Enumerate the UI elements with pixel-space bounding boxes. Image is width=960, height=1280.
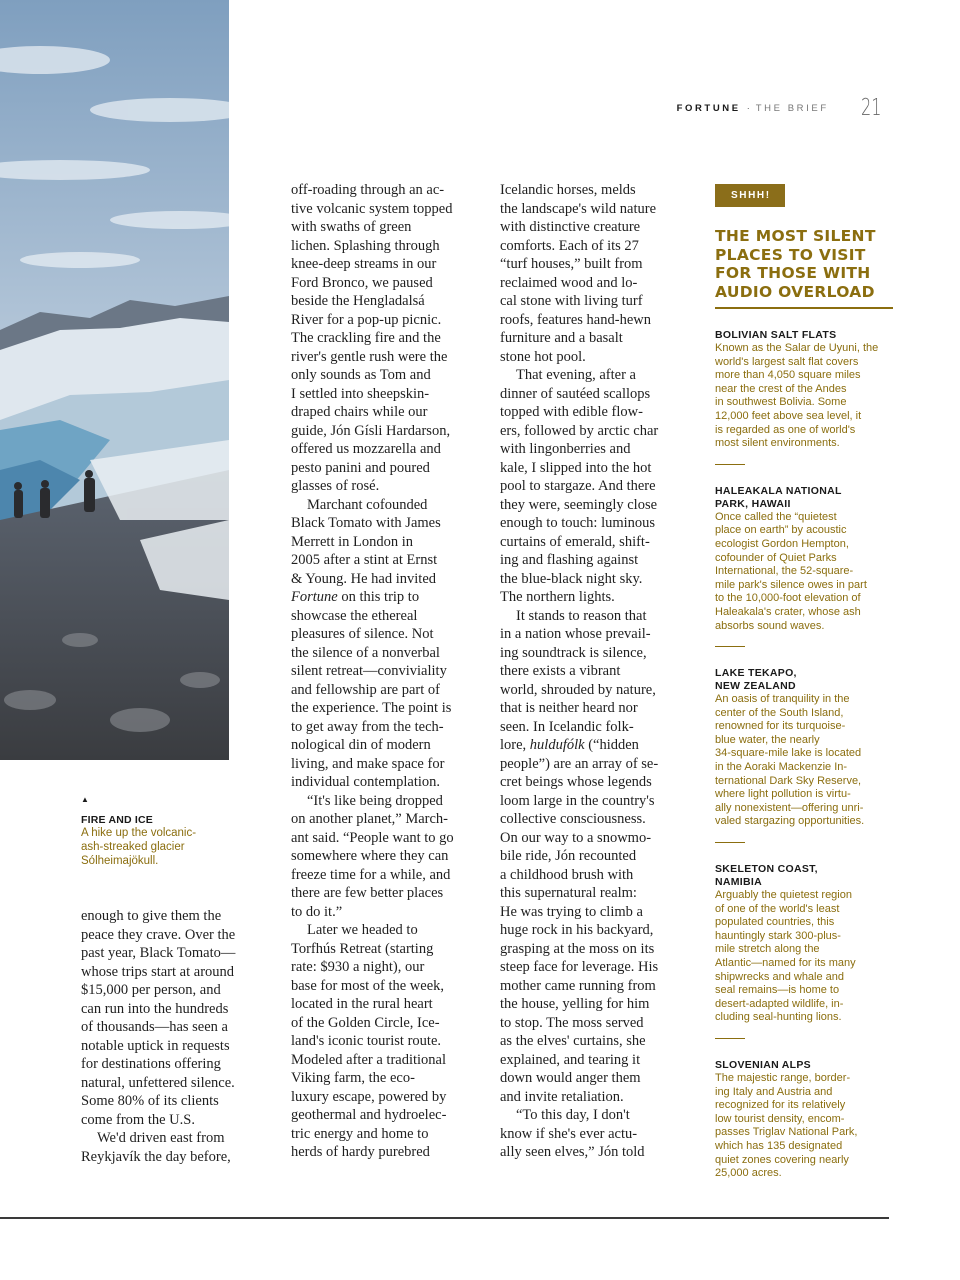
list-item [715, 485, 895, 647]
caption-arrow-icon: ▲ [81, 795, 89, 804]
entry-title: SLOVENIAN ALPS [715, 1058, 811, 1071]
caption-text: A hike up the volcanic- ash-streaked glacier Sólheimajökull. [81, 827, 197, 867]
entry-text: The majestic range, border- ing Italy and Austria and recognized for its relatively low tourist density, encom- passes Triglav National Park, which has 135 designated quiet zones covering nearly 25,000 acres. [715, 1071, 858, 1180]
paragraph: “To this day, I don't know if she's ever actu- ally seen elves,” Jón told [500, 1107, 645, 1160]
paragraph: Later we headed to Torfhús Retreat (starting rate: $930 a night), our base for most of the week, located in the rural heart of the Golden Circle, Ice- land's iconic tourist route. Modeled after a traditional Viking farm, the eco- luxury escape, powered by geothermal and hydroelec- tric energy and home to herds of hardy purebred [291, 922, 447, 1160]
list-item [715, 863, 895, 1039]
entry-title: BOLIVIAN SALT FLATS [715, 329, 837, 341]
footer-rule [0, 1217, 889, 1219]
paragraph: That evening, after a dinner of sautéed scallops topped with edible flow- ers, followed by arctic char with lingonberries and kale, I slipped into the hot pool to stargaze. And there they were, seemingly close enough to touch: luminous curtains of emerald, shift- ing and flashing against the blue-black night sky. The northern lights. [500, 367, 659, 605]
photo-caption [81, 795, 231, 868]
entry-title: SKELETON COAST, NAMIBIA [715, 863, 818, 889]
paragraph: enough to give them the peace they crave. Over the past year, Black Tomato— whose trips start at around $15,000 per person, and can run into the hundreds of thousands—has seen a notable uptick in requests for destinations offering natural, unfettered silence. Some 80% of its clients come from the U.S. [81, 908, 236, 1128]
section-name: THE BRIEF [755, 102, 829, 114]
paragraph [500, 607, 690, 1107]
article-column-1 [81, 907, 271, 1166]
entry-title: HALEAKALA NATIONAL PARK, HAWAII [715, 484, 842, 510]
paragraph: Icelandic horses, melds the landscape's wild nature with distinctive creature comforts. Each of its 27 “turf houses,” built from reclaimed wood and lo- cal stone with living turf roofs, features hand-hewn furniture and a basalt stone hot pool. [500, 182, 657, 365]
paragraph-text: on this trip to showcase the ethereal pleasures of silence. Not the silence of a nonverbal silent retreat—conviviality and fellowship are part of the experience. The point is to get away from the tech- nological din of modern living, and make space for individual contemplation. [291, 589, 452, 790]
italic-title: Fortune [291, 589, 338, 605]
list-item [715, 1059, 895, 1181]
list-item [715, 667, 895, 843]
paragraph: We'd driven east from Reykjavík the day before, [81, 1130, 231, 1165]
page-header [677, 96, 890, 120]
paragraph: “It's like being dropped on another planet,” March- ant said. “People want to go somewhere where they can freeze time for a while, and there are few better places to do it.” [291, 792, 454, 920]
header-separator: · [746, 103, 750, 113]
entry-text: Arguably the quietest region of one of the world's least populated countries, this hauntingly stark 300-plus- mile stretch along the Atlantic—named for its many shipwrecks and whale and seal remains—is home to desert-adapted wildlife, in- cluding seal-hunting lions. [715, 889, 856, 1024]
divider [715, 1038, 745, 1039]
magazine-brand: FORTUNE [676, 102, 741, 114]
paragraph-text: (“hidden people”) are an array of se- cret beings whose legends loom large in the country's collective consciousness. On our way to a snowmo- bile ride, Jón recounted a childhood brush with this supernatural realm: He was trying to climb a huge rock in his backyard, grasping at the moss on its steep face for leverage. His mother came running from the house, yelling for him to stop. The moss served as the elves' curtains, she explained, and tearing it down would anger them and invite retaliation. [500, 737, 659, 1105]
section-badge: SHHH! [715, 184, 785, 207]
entry-title: LAKE TEKAPO, NEW ZEALAND [715, 667, 797, 693]
article-column-2 [291, 181, 481, 1162]
headline-rule [715, 307, 893, 309]
divider [715, 842, 745, 843]
paragraph-text: Marchant cofounded Black Tomato with James Merrett in London in 2005 after a stint at Ernst & Young. He had invited [291, 496, 441, 587]
sidebar-list [715, 184, 895, 1181]
glacier-photo-icon [0, 0, 229, 760]
divider [715, 646, 745, 647]
article-column-3 [500, 181, 690, 1162]
entry-text: Known as the Salar de Uyuni, the world's largest salt flat covers more than 4,050 square miles near the crest of the Andes in southwest Bolivia. Some 12,000 feet above sea level, it is regarded as one of world's most silent environments. [715, 342, 879, 450]
paragraph-text: It stands to reason that in a nation whose prevail- ing soundtrack is silence, there exists a vibrant world, shrouded by nature, that is neither heard nor seen. In Icelandic folk- lore, [500, 607, 656, 753]
caption-title: FIRE AND ICE [81, 814, 154, 826]
italic-term: huldufólk [529, 737, 585, 753]
paragraph [291, 496, 481, 792]
list-item [715, 329, 895, 465]
page-number: 21 [860, 95, 882, 121]
sidebar-headline: THE MOST SILENT PLACES TO VISIT FOR THOSE WITH AUDIO OVERLOAD [715, 227, 876, 301]
divider [715, 464, 745, 465]
paragraph: off-roading through an ac- tive volcanic system topped with swaths of green lichen. Splashing through knee-deep streams in our Ford Bronco, we paused beside the Hengladalsá River for a pop-up picnic. The crackling fire and the river's gentle rush were the only sounds as Tom and I settled into sheepskin- draped chairs while our guide, Jón Gísli Hardarson, offered us mozzarella and pesto panini and poured glasses of rosé. [291, 182, 453, 494]
entry-text: Once called the “quietest place on earth” by acoustic ecologist Gordon Hempton, cofounder of Quiet Parks International, the 52-square- mile park's silence owes in part to the 10,000-foot elevation of Haleakala's crater, whose ash absorbs sound waves. [715, 510, 867, 632]
entry-text: An oasis of tranquility in the center of the South Island, renowned for its turquoise- blue water, the nearly 34-square-mile lake is located in the Aoraki Mackenzie In- ternational Dark Sky Reserve, where light pollution is virtu- ally nonexistent—offering unri- valed stargazing opportunities. [715, 693, 865, 828]
